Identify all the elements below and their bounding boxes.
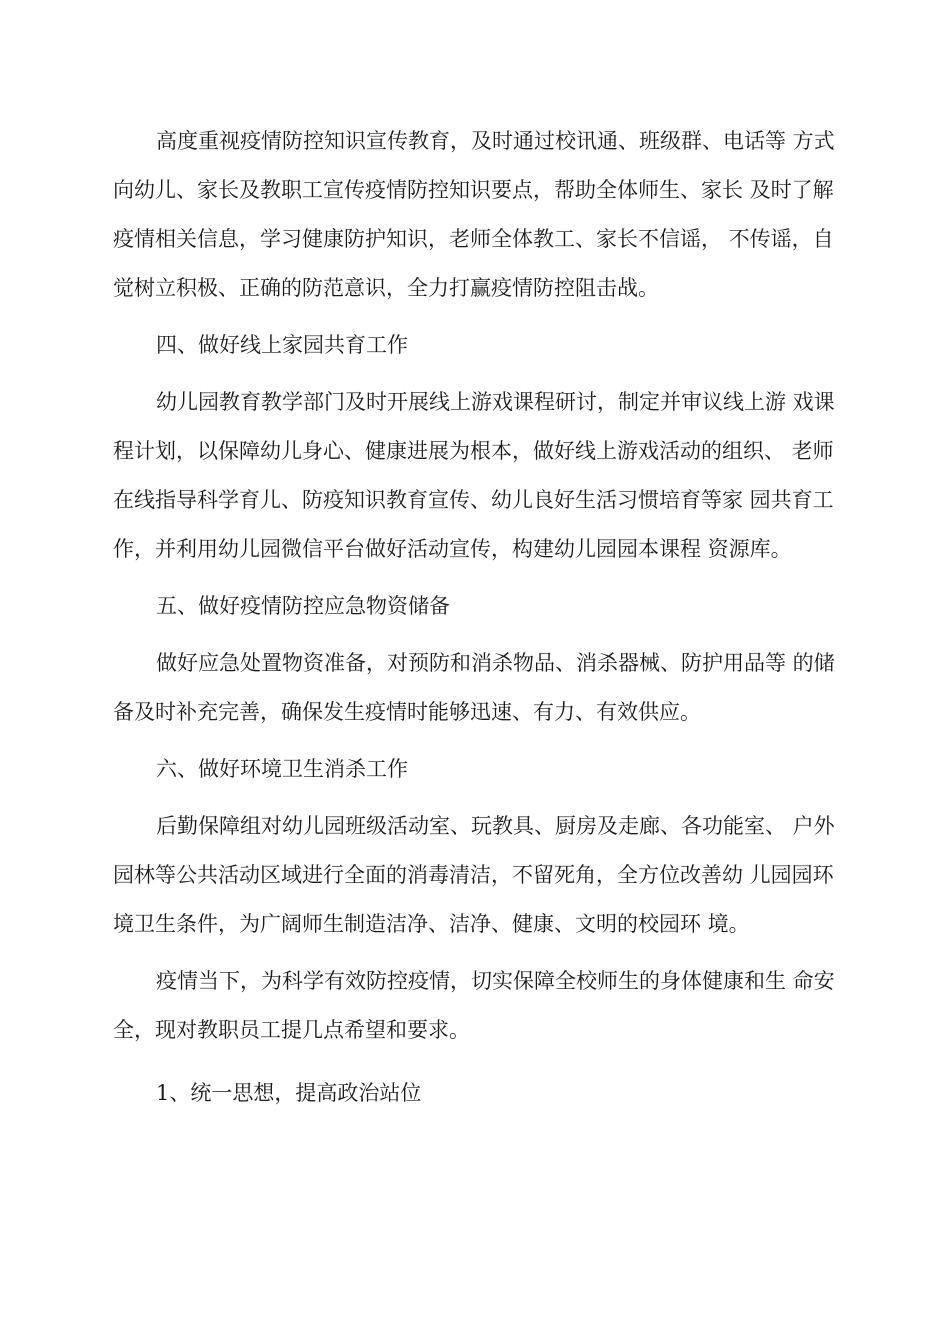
paragraph-line: 境卫生条件，为广阔师生制造洁净、洁净、健康、文明的校园环 境。 — [113, 912, 750, 936]
paragraph-section-4 — [113, 378, 853, 574]
paragraph-line: 程计划，以保障幼儿身心、健康进展为根本，做好线上游戏活动的组织、 老师 — [113, 439, 834, 463]
paragraph-line: 后勤保障组对幼儿园班级活动室、玩教具、厨房及走廊、各功能室、 户外 — [156, 814, 835, 838]
paragraph-line: 疫情相关信息，学习健康防护知识，老师全体教工、家长不信谣， 不传谣，自 — [113, 227, 834, 251]
section-heading-5: 五、做好疫情防控应急物资储备 — [156, 594, 450, 618]
paragraph-section-5 — [113, 639, 853, 737]
list-item-1: 1、统一思想，提高政治站位 — [156, 1081, 422, 1105]
paragraph-line: 园林等公共活动区域进行全面的消毒清洁，不留死角，全方位改善幼 儿园园环 — [113, 863, 834, 887]
paragraph-line: 高度重视疫情防控知识宣传教育，及时通过校讯通、班级群、电话等 方式 — [156, 129, 835, 153]
paragraph-line: 作，并利用幼儿园微信平台做好活动宣传，构建幼儿园园本课程 资源库。 — [113, 537, 792, 561]
paragraph-line: 疫情当下，为科学有效防控疫情，切实保障全校师生的身体健康和生 命安 — [156, 969, 835, 993]
section-heading-6: 六、做好环境卫生消杀工作 — [156, 757, 408, 781]
paragraph-line: 备及时补充完善，确保发生疫情时能够迅速、有力、有效供应。 — [113, 700, 701, 724]
paragraph-line: 觉树立积极、正确的防范意识，全力打赢疫情防控阻击战。 — [113, 276, 659, 300]
paragraph-closing — [113, 957, 853, 1055]
section-heading-4: 四、做好线上家园共育工作 — [156, 333, 408, 357]
paragraph-intro — [113, 117, 853, 313]
paragraph-line: 幼儿园教育教学部门及时开展线上游戏课程研讨，制定并审议线上游 戏课 — [156, 390, 835, 414]
paragraph-line: 在线指导科学育儿、防疫知识教育宣传、幼儿良好生活习惯培育等家 园共育工 — [113, 488, 834, 512]
paragraph-line: 全，现对教职员工提几点希望和要求。 — [113, 1018, 470, 1042]
paragraph-line: 向幼儿、家长及教职工宣传疫情防控知识要点，帮助全体师生、家长 及时了解 — [113, 178, 834, 202]
paragraph-section-6 — [113, 802, 853, 949]
document-body — [113, 117, 853, 1118]
paragraph-line: 做好应急处置物资准备，对预防和消杀物品、消杀器械、防护用品等 的储 — [156, 651, 835, 675]
